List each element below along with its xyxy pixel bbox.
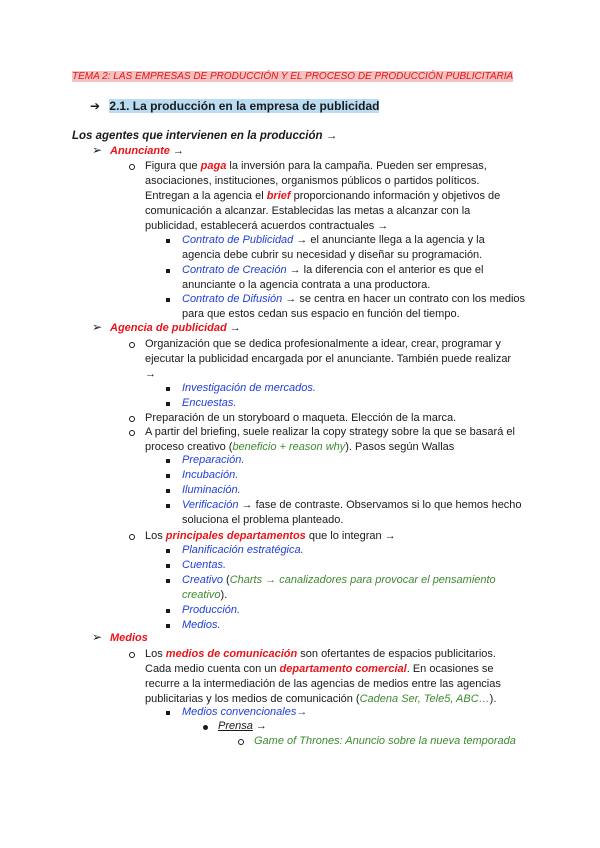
circle-bullet-icon — [129, 342, 135, 348]
medios-paragraph-line — [145, 647, 496, 662]
prensa-arrow: → — [252, 720, 267, 732]
department-item: Planificación estratégica. — [182, 544, 304, 556]
department-item: Producción. — [182, 604, 241, 616]
department-item-cont — [182, 588, 227, 603]
prensa-item — [218, 719, 267, 734]
section-heading — [90, 99, 379, 114]
document-title — [72, 69, 513, 84]
department-item: Cuentas. — [182, 559, 227, 571]
medios-label: Medios — [110, 632, 148, 644]
text-run: que lo integran → — [305, 530, 396, 542]
chevron-bullet-icon: ➢ — [92, 320, 103, 334]
text-run: Los — [145, 648, 166, 660]
agents-heading: Los agentes que intervienen en la producción → — [72, 130, 338, 142]
contract-item — [182, 292, 525, 307]
anunciante-paragraph-line: publicidad, establecerá acuerdos contractuales → — [145, 220, 389, 232]
wallas-step — [182, 498, 522, 513]
text-run: Los — [145, 530, 166, 542]
wallas-step-cont: soluciona el problema planteado. — [182, 514, 344, 526]
circle-bullet-icon — [238, 739, 244, 745]
text-run: la inversión para la campaña. Pueden ser empresas, — [226, 160, 487, 172]
contract-name: Contrato de Difusión — [182, 293, 283, 305]
section-heading-text: 2.1. La producción en la empresa de publicidad — [109, 99, 380, 113]
chevron-bullet-icon: ➢ — [92, 630, 103, 644]
department-item — [182, 573, 496, 588]
title-text: TEMA 2: LAS EMPRESAS DE PRODUCCIÓN Y EL PROCESO DE PRODUCCIÓN PUBLICITARIA — [72, 71, 514, 82]
contract-item-cont: para que estos cedan sus espacio en función del tiempo. — [182, 308, 460, 320]
verificacion-text: → fase de contraste. Observamos si lo que hemos hecho — [238, 499, 522, 511]
text-run: ). — [489, 693, 497, 705]
text-run: ). — [220, 589, 228, 601]
verificacion-name: Verificación — [182, 499, 239, 511]
text-run: ( — [222, 574, 230, 586]
text-run: Figura que — [145, 160, 201, 172]
contract-text: → la diferencia con el anterior es que el — [286, 264, 484, 276]
chevron-bullet-icon: ➢ — [92, 143, 103, 157]
text-run: Entregan a la agencia el — [145, 190, 267, 202]
agencia-heading — [110, 321, 241, 336]
square-bullet-icon — [166, 624, 170, 628]
square-bullet-icon — [166, 489, 170, 493]
square-bullet-icon — [166, 474, 170, 478]
text-run: publicitarias y los medios de comunicación ( — [145, 693, 360, 705]
medios-paragraph-line — [145, 662, 494, 677]
department-item: Medios. — [182, 619, 221, 631]
agencia-service-item: Encuestas. — [182, 397, 237, 409]
text-run: proporcionando información y objetivos de — [290, 190, 501, 202]
anunciante-paragraph-line: asociaciones, instituciones, organismos públicos o partidos políticos. — [145, 175, 480, 187]
wallas-step: Iluminación. — [182, 484, 241, 496]
circle-bullet-icon — [129, 534, 135, 540]
brief-emphasis: brief — [266, 190, 291, 202]
agencia-paragraph-line: A partir del briefing, suele realizar la copy strategy sobre la que se basará el — [145, 426, 515, 438]
medios-emphasis: medios de comunicación — [165, 648, 298, 660]
text-run: . En ocasiones se — [406, 663, 494, 675]
reason-why-note: beneficio + reason why — [232, 441, 346, 453]
circle-bullet-icon — [129, 652, 135, 658]
comercial-emphasis: departamento comercial — [279, 663, 407, 675]
contract-item-cont: anunciante o la agencia contrata a una productora. — [182, 279, 431, 291]
square-bullet-icon — [166, 549, 170, 553]
anunciante-label: Anunciante — [110, 145, 170, 157]
contract-name: Contrato de Publicidad — [182, 234, 294, 246]
paga-emphasis: paga — [200, 160, 227, 172]
examples-note: Cadena Ser, Tele5, ABC… — [359, 693, 490, 705]
agencia-paragraph-line: → — [145, 368, 156, 380]
contract-item — [182, 233, 485, 248]
square-bullet-icon — [166, 609, 170, 613]
agencia-paragraph-line: ejecutar la publicidad encargada por el anunciante. También puede realizar — [145, 353, 512, 365]
square-bullet-icon — [166, 711, 170, 715]
anunciante-arrow: → — [169, 145, 184, 157]
square-bullet-icon — [166, 269, 170, 273]
medios-convencionales: Medios convencionales→ — [182, 706, 308, 718]
text-run: proceso creativo ( — [145, 441, 233, 453]
agencia-paragraph-line — [145, 529, 396, 544]
agencia-paragraph-line: Organización que se dedica profesionalmente a idear, crear, programar y — [145, 338, 501, 350]
square-bullet-icon — [166, 579, 170, 583]
circle-bullet-icon — [129, 416, 135, 422]
agencia-service-item: Investigación de mercados. — [182, 382, 316, 394]
got-example: Game of Thrones: Anuncio sobre la nueva temporada — [254, 735, 516, 747]
wallas-step: Preparación. — [182, 454, 245, 466]
text-run: ). Pasos según Wallas — [345, 441, 455, 453]
wallas-step: Incubación. — [182, 469, 239, 481]
text-run: Cada medio cuenta con un — [145, 663, 280, 675]
anunciante-heading — [110, 144, 184, 159]
square-bullet-icon — [166, 459, 170, 463]
anunciante-paragraph-line — [145, 189, 500, 204]
square-bullet-icon — [166, 564, 170, 568]
square-bullet-icon — [166, 239, 170, 243]
contract-item — [182, 263, 483, 278]
circle-bullet-icon — [129, 430, 135, 436]
square-bullet-icon — [166, 504, 170, 508]
text-run: son ofertantes de espacios publicitarios. — [297, 648, 496, 660]
contract-name: Contrato de Creación — [182, 264, 287, 276]
square-bullet-icon — [166, 387, 170, 391]
contract-item-cont: agencia debe cubrir su necesidad y diseñar su programación. — [182, 249, 483, 261]
charts-note: creativo — [182, 589, 221, 601]
anunciante-paragraph-line: comunicación a alcanzar. Establecidas las metas a alcanzar con la — [145, 205, 471, 217]
charts-note: Charts → canalizadores para provocar el pensamiento — [229, 574, 496, 586]
departments-emphasis: principales departamentos — [165, 530, 306, 542]
creativo-name: Creativo — [182, 574, 223, 586]
agencia-arrow: → — [226, 322, 241, 334]
section-arrow-icon: ➔ — [90, 99, 101, 113]
anunciante-paragraph-line — [145, 159, 487, 174]
square-bullet-icon — [166, 298, 170, 302]
medios-paragraph-line: recurre a la intermediación de las agencias de medios entre las agencias — [145, 678, 501, 690]
agencia-label: Agencia de publicidad — [110, 322, 227, 334]
square-bullet-icon — [166, 402, 170, 406]
prensa-label: Prensa — [218, 720, 253, 732]
circle-bullet-icon — [129, 164, 135, 170]
contract-text: → se centra en hacer un contrato con los medios — [282, 293, 526, 305]
agencia-paragraph-line: Preparación de un storyboard o maqueta. Elección de la marca. — [145, 412, 457, 424]
dot-bullet-icon — [203, 725, 208, 730]
contract-text: → el anunciante llega a la agencia y la — [293, 234, 485, 246]
